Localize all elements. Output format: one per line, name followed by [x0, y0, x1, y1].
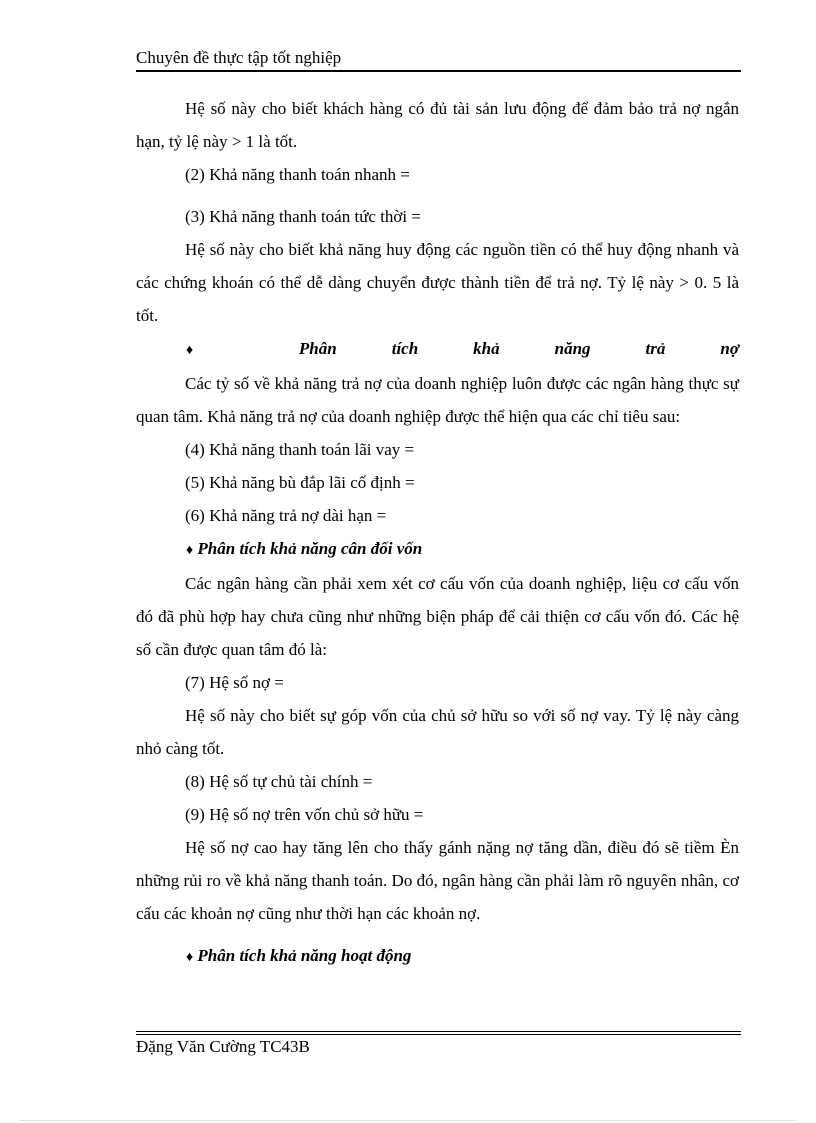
- paragraph-capital-structure: Các ngân hàng cần phải xem xét cơ cấu vốn của doanh nghiệp, liệu cơ cấu vốn đó đã phù hợp hay chưa cũng như những biện pháp để cải thiện cơ cấu vốn đó. Các hệ số cần được quan tâm đó là:: [136, 574, 739, 659]
- heading-text: Phân tích khả năng hoạt động: [197, 946, 412, 965]
- bullet-diamond-icon: ♦: [186, 950, 194, 965]
- paragraph-high-debt-note: Hệ số nợ cao hay tăng lên cho thấy gánh nặng nợ tăng dần, điều đó sẽ tiềm Èn những rủi ro về khả năng thanh toán. Do đó, ngân hàng cần phải làm rõ nguyên nhân, cơ cấu các khoản nợ cũng như thời hạn các khoản nợ.: [136, 838, 739, 923]
- header-rule: [136, 70, 741, 72]
- formula-debt-ratio: (7) Hệ số nợ =: [185, 673, 284, 692]
- page-edge-dots: [20, 1120, 796, 1121]
- bullet-diamond-icon: ♦: [186, 543, 194, 558]
- bullet-diamond-icon: ♦: [186, 343, 244, 358]
- paragraph-debt-ratio-note: Hệ số này cho biết sự góp vốn của chủ sở hữu so với số nợ vay. Tỷ lệ này càng nhỏ càng tốt.: [136, 706, 739, 758]
- formula-quick-ratio: (2) Khả năng thanh toán nhanh =: [185, 165, 410, 184]
- page-header: Chuyên đề thực tập tốt nghiệp: [136, 48, 342, 67]
- formula-financial-autonomy: (8) Hệ số tự chủ tài chính =: [185, 772, 373, 791]
- heading-text: Phân tích khả năng trả nợ: [298, 339, 739, 358]
- paragraph-debt-repayment: Các tỷ số về khả năng trả nợ của doanh nghiệp luôn được các ngân hàng thực sự quan tâm. Khả năng trả nợ của doanh nghiệp được thể hiện qua các chỉ tiêu sau:: [136, 374, 739, 426]
- document-body: [136, 92, 739, 974]
- footer-rule-top: [136, 1031, 741, 1032]
- formula-debt-to-equity: (9) Hệ số nợ trên vốn chủ sở hữu =: [185, 805, 424, 824]
- paragraph-cash-ratio-note: Hệ số này cho biết khả năng huy động các nguồn tiền có thể huy động nhanh và các chứng khoán có thể dễ dàng chuyển được thành tiền để trả nợ. Tỷ lệ này > 0. 5 là tốt.: [136, 240, 739, 325]
- heading-debt-repayment: [136, 332, 739, 367]
- paragraph-current-ratio-note: Hệ số này cho biết khách hàng có đủ tài sản lưu động để đảm bảo trả nợ ngắn hạn, tỷ lệ này > 1 là tốt.: [136, 99, 739, 151]
- formula-long-term-debt: (6) Khả năng trả nợ dài hạn =: [185, 506, 387, 525]
- formula-cash-ratio: (3) Khả năng thanh toán tức thời =: [185, 207, 421, 226]
- page-footer: Đặng Văn Cường TC43B: [136, 1037, 310, 1056]
- formula-interest-coverage: (4) Khả năng thanh toán lãi vay =: [185, 440, 415, 459]
- heading-text: Phân tích khả năng cân đối vốn: [197, 539, 423, 558]
- formula-fixed-charge-coverage: (5) Khả năng bù đắp lãi cố định =: [185, 473, 415, 492]
- footer-rule-bottom: [136, 1034, 741, 1035]
- heading-capital-balance: [136, 532, 739, 567]
- heading-activity: [136, 939, 739, 974]
